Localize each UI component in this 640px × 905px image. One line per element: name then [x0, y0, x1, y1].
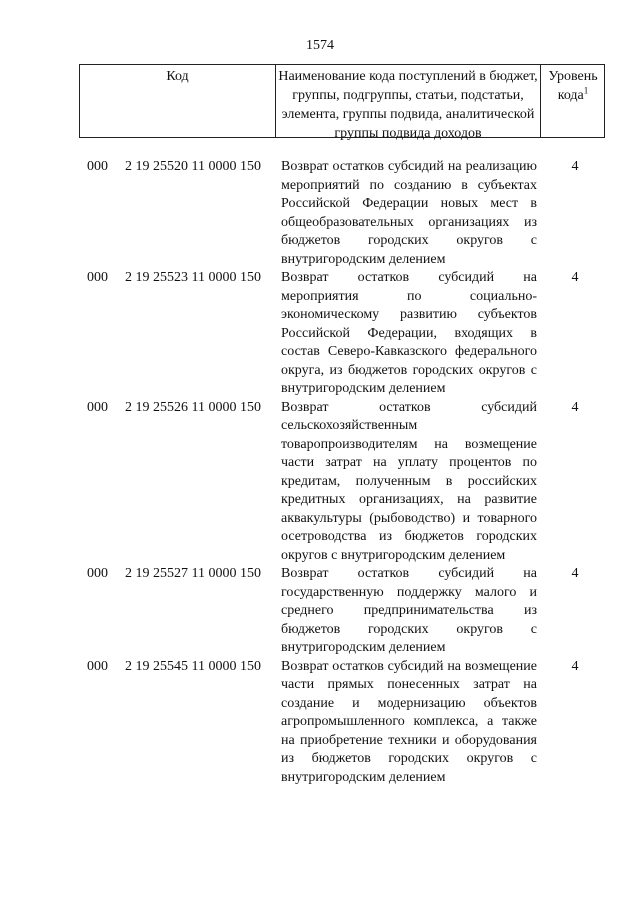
code-level: 4 [571, 399, 579, 415]
revenue-code: 2 19 25523 11 0000 150 [125, 270, 261, 285]
revenue-code: 2 19 25526 11 0000 150 [125, 399, 261, 415]
admin-code: 000 [87, 566, 108, 581]
code-name: Возврат остатков субсидий на мероприятия по социально-экономическому развитию субъектов Российской Федерации, входящих в состав Северо-Кавказского федерального округа, из бюджетов городских округов с внутригородским делением [281, 270, 537, 396]
table-body [0, 158, 640, 787]
code-name: Возврат остатков субсидий на реализацию мероприятий по созданию в субъектах Российской Федерации новых мест в общеобразовательных организациях из бюджетов городских округов с внутригородским делением [281, 159, 537, 267]
table-header [79, 64, 605, 141]
header-level [541, 65, 605, 139]
code-name: Возврат остатков субсидий сельскохозяйственным товаропроизводителям на возмещение части затрат на уплату процентов по кредитам, полученным в российских кредитных организациях, на развитие аквакультуры (рыбоводство) и товарного осетроводства из бюджетов городских округов с внутригородским делением [281, 399, 537, 563]
footnote-marker: 1 [583, 85, 589, 96]
page-number: 1574 [306, 38, 334, 53]
header-level-label: Уровень кода [548, 69, 598, 103]
admin-code: 000 [87, 270, 108, 285]
table-row [0, 565, 640, 658]
revenue-code: 2 19 25527 11 0000 150 [125, 566, 261, 581]
code-level: 4 [571, 566, 579, 581]
table-row [0, 658, 640, 788]
code-level: 4 [571, 270, 579, 285]
revenue-code: 2 19 25520 11 0000 150 [125, 159, 261, 174]
code-level: 4 [571, 658, 579, 674]
code-name: Возврат остатков субсидий на возмещение части прямых понесенных затрат на создание и модернизацию объектов агропромышленного комплекса, а также на приобретение техники и оборудования из бюджетов городских округов с внутригородским делением [281, 658, 537, 785]
table-row [0, 399, 640, 566]
code-level: 4 [571, 159, 579, 174]
admin-code: 000 [87, 399, 108, 415]
code-name: Возврат остатков субсидий на государственную поддержку малого и среднего предпринимательства из бюджетов городских округов с внутригородским делением [281, 566, 537, 655]
admin-code: 000 [87, 658, 108, 674]
table-row [0, 269, 640, 399]
admin-code: 000 [87, 159, 108, 174]
header-name: Наименование кода поступлений в бюджет, группы, подгруппы, статьи, подстатьи, элемента, группы подвида, аналитической группы подвида доходов [275, 65, 541, 137]
header-code: Код [166, 69, 189, 84]
table-row [0, 158, 640, 269]
revenue-code: 2 19 25545 11 0000 150 [125, 658, 261, 674]
